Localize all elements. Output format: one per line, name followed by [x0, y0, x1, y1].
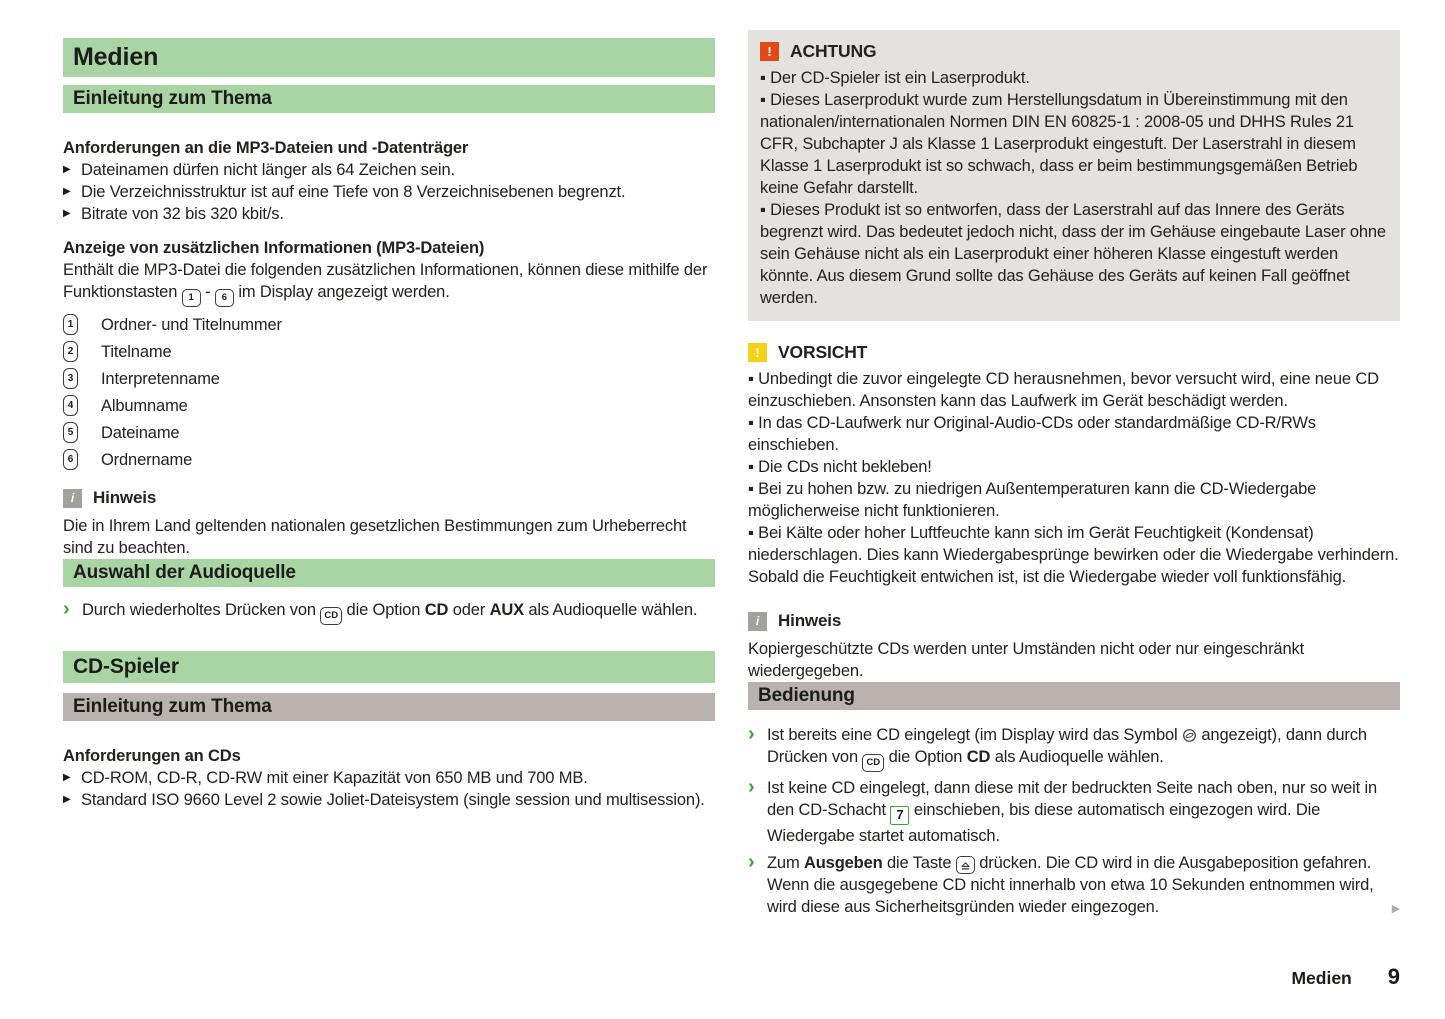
- callout-ref-7: 7: [890, 806, 909, 825]
- mp3-requirements-heading: Anforderungen an die MP3-Dateien und -Datenträger: [63, 139, 469, 157]
- note-header: [748, 610, 1400, 632]
- list-item: [63, 789, 715, 811]
- eject-icon: [956, 856, 975, 874]
- triangle-bullet-icon: ▶: [63, 772, 71, 783]
- warning-item: ▪ Dieses Produkt ist so entworfen, dass der Laserstrahl auf das Innere des Geräts begrenzt wird. Das bedeutet jedoch nicht, dass der im Gehäuse eingebaute Laser ohne sein Gehäuse nicht als ein Laserprodukt einer höheren Klasse eingestuft werden könnte. Aus diesem Grund sollte das Gehäuse des Geräts auf keinen Fall geöffnet werden.: [760, 201, 1386, 307]
- list-item-text: Die Verzeichnisstruktur ist auf eine Tiefe von 8 Verzeichnisebenen begrenzt.: [81, 183, 626, 201]
- list-item: [63, 159, 715, 181]
- cd-requirements-heading: Anforderungen an CDs: [63, 747, 241, 765]
- left-column: [63, 38, 715, 823]
- step-item: [63, 599, 715, 625]
- chevron-bullet-icon: ›: [63, 598, 70, 620]
- caution-item: ▪ Bei zu hohen bzw. zu niedrigen Außentemperaturen kann die CD-Wiedergabe möglicherweise nicht funktionieren.: [748, 480, 1317, 520]
- list-item: [63, 419, 715, 446]
- list-item-text: CD-ROM, CD-R, CD-RW mit einer Kapazität von 650 MB und 700 MB.: [81, 769, 588, 787]
- page-footer: [1291, 964, 1400, 990]
- vorsicht-label: VORSICHT: [778, 342, 868, 362]
- triangle-bullet-icon: ▶: [63, 164, 71, 175]
- chevron-bullet-icon: ›: [748, 723, 755, 745]
- cd-requirements-list: [63, 767, 715, 811]
- mp3-info-intro: Enthält die MP3-Datei die folgenden zusätzlichen Informationen, können diese mithilfe der Funktionstasten 1 - 6 im Display angezeigt werden.: [63, 259, 715, 307]
- list-item: [63, 203, 715, 225]
- audio-source-steps: [63, 599, 715, 625]
- warning-item: ▪ Dieses Laserprodukt wurde zum Herstellungsdatum in Übereinstimmung mit den nationalen/internationalen Normen DIN EN 60825-1 : 2008-05 und DHHS Rules 21 CFR, Subchapter J als Klasse 1 Laserprodukt eingestuft. Der Laserstrahl in diesem Klasse 1 Laserprodukt ist so schwach, dass er beim bestimmungsgemäßen Betrieb keine Gefahr darstellt.: [760, 91, 1358, 197]
- step-text: Ist bereits eine CD eingelegt (im Display wird das Symbol angezeigt), dann durch Drücken von CD die Option CD als Audioquelle wählen.: [767, 724, 1400, 772]
- step-item: [748, 724, 1400, 772]
- key-label: Titelname: [101, 342, 172, 361]
- note-header: [63, 487, 715, 509]
- heading-bedienung: Bedienung: [748, 682, 1400, 710]
- list-item: [63, 181, 715, 203]
- note-text: Die in Ihrem Land geltenden nationalen gesetzlichen Bestimmungen zum Urheberrecht sind zu beachten.: [63, 517, 687, 557]
- key-1-icon: 1: [182, 289, 201, 307]
- function-key-2-icon: 2: [63, 341, 78, 362]
- step-item: [748, 777, 1400, 847]
- heading-einleitung-cd: Einleitung zum Thema: [63, 693, 715, 721]
- function-key-1-icon: 1: [63, 314, 78, 335]
- list-item-text: Bitrate von 32 bis 320 kbit/s.: [81, 205, 284, 223]
- list-item: [63, 446, 715, 473]
- operation-steps: [748, 724, 1400, 918]
- step-text: Durch wiederholtes Drücken von CD die Option CD oder AUX als Audioquelle wählen.: [82, 599, 715, 625]
- key-label: Ordnername: [101, 450, 193, 469]
- key-label: Albumname: [101, 396, 188, 415]
- achtung-header: [760, 40, 1388, 62]
- triangle-bullet-icon: ▶: [63, 186, 71, 197]
- list-item-text: Standard ISO 9660 Level 2 sowie Joliet-Dateisystem (single session und multisession).: [81, 791, 705, 809]
- key-label: Dateiname: [101, 423, 180, 442]
- mp3-info-heading: Anzeige von zusätzlichen Informationen (MP3-Dateien): [63, 239, 485, 257]
- key-cd-icon: CD: [862, 754, 884, 772]
- note-text: Kopiergeschützte CDs werden unter Umständen nicht oder nur eingeschränkt wiedergegeben.: [748, 640, 1305, 680]
- function-key-5-icon: 5: [63, 422, 78, 443]
- footer-page-number: 9: [1387, 964, 1400, 989]
- caution-item: ▪ In das CD-Laufwerk nur Original-Audio-CDs oder standardmäßige CD-R/RWs einschieben.: [748, 414, 1316, 454]
- info-icon: i: [63, 489, 82, 508]
- key-label: Ordner- und Titelnummer: [101, 315, 282, 334]
- achtung-label: ACHTUNG: [790, 41, 877, 61]
- list-item: [63, 311, 715, 338]
- key-cd-icon: CD: [320, 607, 342, 625]
- step-item: [748, 852, 1400, 919]
- info-icon: i: [748, 612, 767, 631]
- mp3-requirements-list: [63, 159, 715, 225]
- triangle-bullet-icon: ▶: [63, 208, 71, 219]
- achtung-box: [748, 30, 1400, 321]
- triangle-bullet-icon: ▶: [63, 794, 71, 805]
- note-label: Hinweis: [93, 488, 157, 507]
- list-item: [63, 338, 715, 365]
- key-6-icon: 6: [215, 289, 234, 307]
- heading-einleitung-mp3: Einleitung zum Thema: [63, 85, 715, 113]
- function-key-list: [63, 311, 715, 473]
- page-continuation-icon: ▶: [1391, 903, 1400, 915]
- caution-item: ▪ Bei Kälte oder hoher Luftfeuchte kann sich im Gerät Feuchtigkeit (Kondensat) niederschlagen. Dies kann Wiedergabesprünge bewirken oder die Wiedergabe verhindern. Sobald die Feuchtigkeit entwichen ist, ist die Wiedergabe wieder voll funktionsfähig.: [748, 524, 1399, 586]
- heading-cd-spieler: CD-Spieler: [63, 651, 715, 683]
- chevron-bullet-icon: ›: [748, 776, 755, 798]
- warning-item: ▪ Der CD-Spieler ist ein Laserprodukt.: [760, 69, 1030, 87]
- vorsicht-items: [748, 368, 1400, 588]
- caution-item: ▪ Die CDs nicht bekleben!: [748, 458, 932, 476]
- step-text: Ist keine CD eingelegt, dann diese mit der bedruckten Seite nach oben, nur so weit in den CD-Schacht 7 einschieben, bis diese automatisch eingezogen wird. Die Wiedergabe startet automatisch.: [767, 779, 1378, 845]
- footer-section-label: Medien: [1291, 968, 1352, 988]
- chevron-bullet-icon: ›: [748, 850, 755, 873]
- note-label: Hinweis: [778, 611, 842, 630]
- heading-audioquelle: Auswahl der Audioquelle: [63, 559, 715, 587]
- function-key-3-icon: 3: [63, 368, 78, 389]
- right-column: [748, 30, 1400, 923]
- key-label: Interpretenname: [101, 369, 220, 388]
- list-item: [63, 767, 715, 789]
- list-item: [63, 392, 715, 419]
- list-item: [63, 365, 715, 392]
- caution-item: ▪ Unbedingt die zuvor eingelegte CD herausnehmen, bevor versucht wird, eine neue CD einzuschieben. Ansonsten kann das Laufwerk im Gerät beschädigt werden.: [748, 370, 1379, 410]
- step-text: Zum Ausgeben die Taste drücken. Die CD wird in die Ausgabeposition gefahren. Wenn die ausgegebene CD nicht innerhalb von etwa 10 Sekunden entnommen wird, wird diese aus Sicherheitsgründen wieder eingezogen.: [767, 853, 1374, 916]
- caution-exclamation-icon: !: [748, 343, 767, 362]
- disc-icon: [1182, 728, 1197, 743]
- function-key-4-icon: 4: [63, 395, 78, 416]
- vorsicht-header: [748, 341, 1400, 363]
- chapter-title: Medien: [63, 38, 715, 77]
- list-item-text: Dateinamen dürfen nicht länger als 64 Zeichen sein.: [81, 161, 455, 179]
- danger-exclamation-icon: !: [760, 42, 779, 61]
- function-key-6-icon: 6: [63, 449, 78, 470]
